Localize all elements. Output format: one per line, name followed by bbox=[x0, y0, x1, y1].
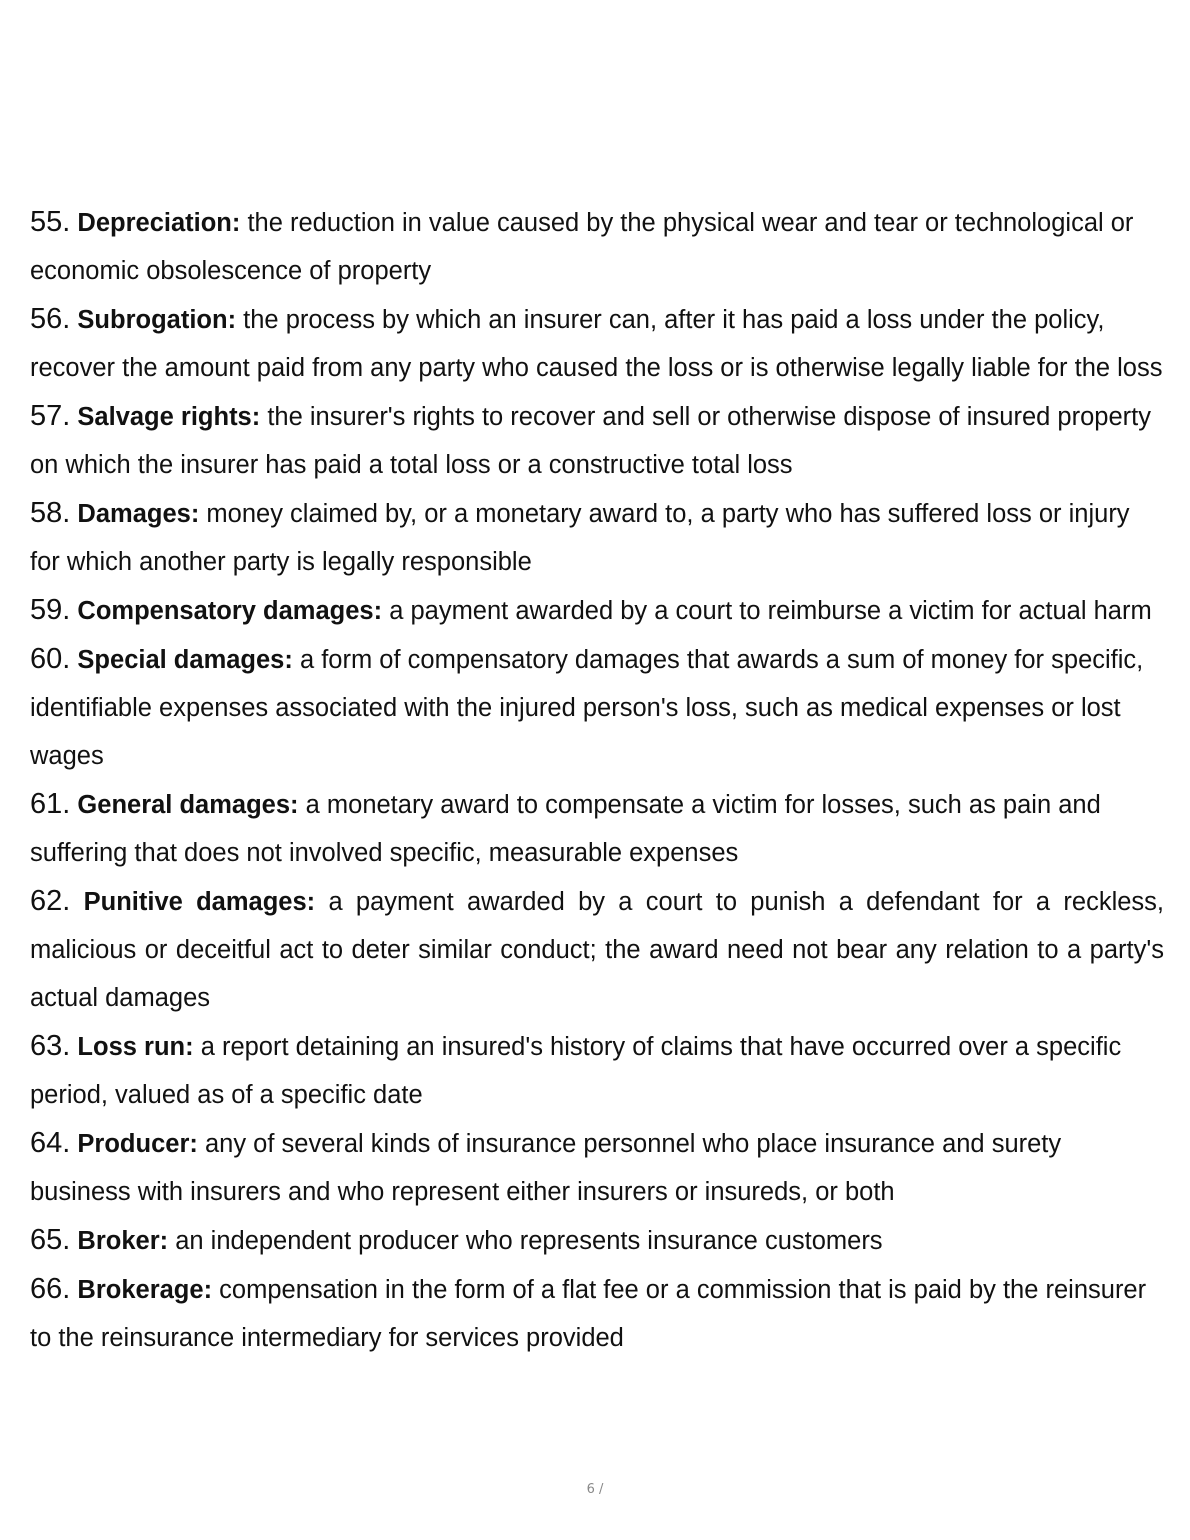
entry-number: 61. bbox=[30, 788, 71, 820]
entry-term: Salvage rights: bbox=[77, 403, 261, 431]
entry-definition: any of several kinds of insurance personnel who place insurance and surety business with insurers and who represent either insurers or insureds, or both bbox=[30, 1130, 1062, 1206]
glossary-entry-61 bbox=[30, 780, 1164, 877]
entry-definition: a form of compensatory damages that awards a sum of money for specific, identifiable expenses associated with the injured person's loss, such as medical expenses or lost wages bbox=[30, 646, 1144, 770]
entry-term: Compensatory damages: bbox=[77, 597, 383, 625]
entry-definition: a payment awarded by a court to punish a defendant for a reckless, malicious or deceitful act to deter similar conduct; the award need not bear any relation to a party's actual damages bbox=[30, 888, 1165, 1012]
glossary-entry-63 bbox=[30, 1022, 1164, 1119]
entry-term: Punitive damages: bbox=[83, 888, 316, 916]
entry-definition: a monetary award to compensate a victim for losses, such as pain and suffering that does not involved specific, measurable expenses bbox=[30, 791, 1101, 867]
entry-number: 63. bbox=[30, 1030, 71, 1062]
glossary-entry-57 bbox=[30, 392, 1164, 489]
glossary-entry-64 bbox=[30, 1119, 1164, 1216]
entry-number: 57. bbox=[30, 400, 71, 432]
entry-definition: the process by which an insurer can, after it has paid a loss under the policy, recover the amount paid from any party who caused the loss or is otherwise legally liable for the loss bbox=[30, 306, 1163, 382]
entry-number: 58. bbox=[30, 497, 71, 529]
glossary-entry-55 bbox=[30, 198, 1164, 295]
entry-number: 60. bbox=[30, 643, 71, 675]
entry-definition: money claimed by, or a monetary award to, a party who has suffered loss or injury for which another party is legally responsible bbox=[30, 500, 1130, 576]
entry-term: Damages: bbox=[77, 500, 200, 528]
entry-definition: compensation in the form of a flat fee or a commission that is paid by the reinsurer to the reinsurance intermediary for services provided bbox=[30, 1276, 1147, 1352]
page-number: 6 / bbox=[586, 1482, 604, 1497]
entry-term: Brokerage: bbox=[77, 1276, 213, 1304]
glossary-page bbox=[30, 198, 1164, 1362]
glossary-entry-58 bbox=[30, 489, 1164, 586]
entry-term: Subrogation: bbox=[77, 306, 237, 334]
glossary-entry-62 bbox=[30, 877, 1164, 1022]
entry-number: 55. bbox=[30, 206, 71, 238]
entry-number: 62. bbox=[30, 885, 71, 917]
glossary-entry-59 bbox=[30, 586, 1164, 635]
entry-number: 66. bbox=[30, 1273, 71, 1305]
entry-number: 64. bbox=[30, 1127, 71, 1159]
entry-definition: an independent producer who represents insurance customers bbox=[175, 1227, 883, 1255]
entry-definition: a report detaining an insured's history of claims that have occurred over a specific period, valued as of a specific date bbox=[30, 1033, 1122, 1109]
entry-term: Special damages: bbox=[77, 646, 293, 674]
entry-term: Broker: bbox=[77, 1227, 169, 1255]
entry-number: 59. bbox=[30, 594, 71, 626]
entry-term: General damages: bbox=[77, 791, 299, 819]
entry-term: Loss run: bbox=[77, 1033, 194, 1061]
glossary-entry-65 bbox=[30, 1216, 1164, 1265]
glossary-entry-66 bbox=[30, 1265, 1164, 1362]
entry-number: 56. bbox=[30, 303, 71, 335]
entry-definition: a payment awarded by a court to reimburse a victim for actual harm bbox=[389, 597, 1152, 625]
glossary-entry-60 bbox=[30, 635, 1164, 780]
entry-definition: the reduction in value caused by the physical wear and tear or technological or economic obsolescence of property bbox=[30, 209, 1134, 285]
entry-number: 65. bbox=[30, 1224, 71, 1256]
entry-definition: the insurer's rights to recover and sell or otherwise dispose of insured property on which the insurer has paid a total loss or a constructive total loss bbox=[30, 403, 1151, 479]
entry-term: Depreciation: bbox=[77, 209, 241, 237]
entry-term: Producer: bbox=[77, 1130, 198, 1158]
glossary-entry-56 bbox=[30, 295, 1164, 392]
